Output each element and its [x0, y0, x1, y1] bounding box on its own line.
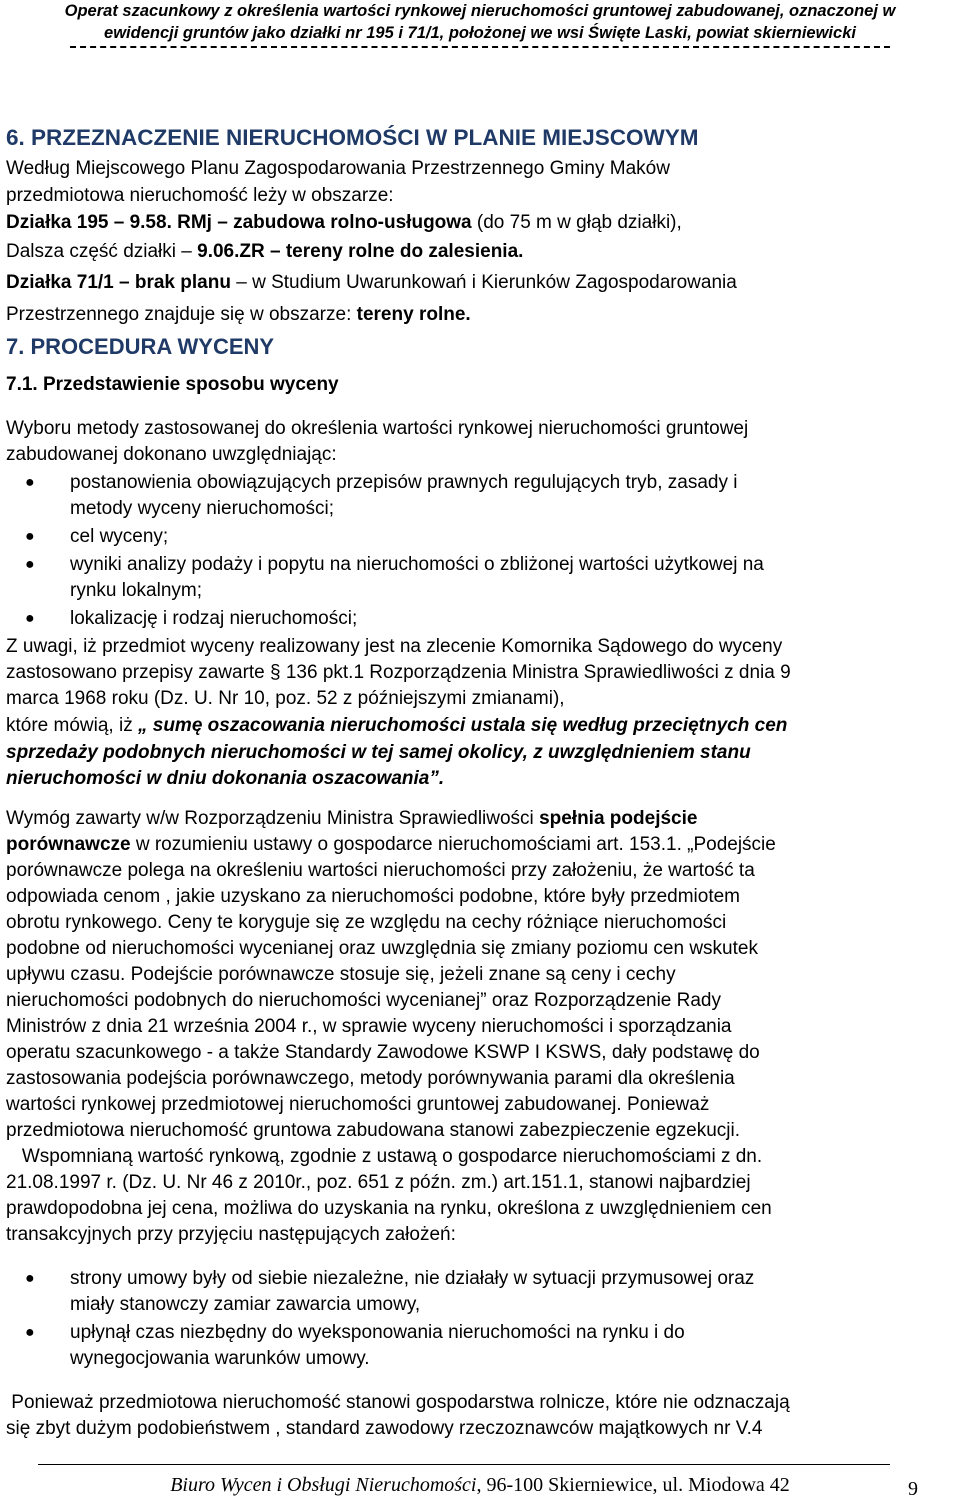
bullet-dot: ● — [25, 1270, 35, 1287]
p4-line: Wspomnianą wartość rynkową, zgodnie z ustawą o gospodarce nieruchomościami z dn. — [6, 1146, 763, 1167]
p3-line: przedmiotowa nieruchomość gruntowa zabudowana stanowi zabezpieczenie egzekucji. — [6, 1120, 741, 1141]
p5-line: się zbyt dużym podobieństwem , standard zawodowy rzeczoznawców majątkowych nr V.4 — [6, 1418, 763, 1439]
bullet2-item-2-line: upłynął czas niezbędny do wyeksponowania nieruchomości na rynku i do — [70, 1322, 685, 1343]
p3-line: odpowiada cenom , jakie uzyskano za nieruchomości podobne, które były przedmiotem — [6, 886, 741, 907]
header-divider — [70, 46, 890, 48]
p4-line: transakcyjnych przy przyjęciu następujących założeń: — [6, 1224, 456, 1245]
footer-company: Biuro Wycen i Obsługi Nieruchomości — [170, 1474, 477, 1496]
p2-line: zastosowano przepisy zawarte § 136 pkt.1 Rozporządzenia Ministra Sprawiedliwości z dnia 9 — [6, 662, 791, 683]
bullet1-item-4-line: lokalizację i rodzaj nieruchomości; — [70, 608, 358, 629]
p2-line-4-a: które mówią, iż — [6, 715, 138, 736]
p5-line: Ponieważ przedmiotowa nieruchomość stanowi gospodarstwa rolnicze, które nie odznaczają — [6, 1392, 790, 1413]
bullet1-item-3-line: wyniki analizy podaży i popytu na nieruchomości o zbliżonej wartości użytkowej na — [70, 554, 764, 575]
p3-line-1-bold: spełnia podejście — [539, 808, 698, 829]
p3-line: upływu czasu. Podejście porównawcze stosuje się, jeżeli znane są ceny i cechy — [6, 964, 676, 985]
p3-line: podobne od nieruchomości wycenianej oraz uwzględnia się zmiany poziomu cen wskutek — [6, 938, 758, 959]
bullet-dot: ● — [25, 610, 35, 627]
p1-line: Wyboru metody zastosowanej do określenia wartości rynkowej nieruchomości gruntowej — [6, 418, 749, 439]
s6-line-4-a: Dalsza część działki – — [6, 241, 198, 262]
p2-quote-line: nieruchomości w dniu dokonania oszacowania”. — [6, 768, 445, 789]
s6-line-1: Według Miejscowego Planu Zagospodarowania Przestrzennego Gminy Maków — [6, 158, 670, 179]
s6-line-6 — [6, 302, 471, 328]
footer-divider — [38, 1464, 890, 1465]
p2-line-4 — [6, 713, 787, 739]
p3-line: porównawcze polega na określeniu wartości nieruchomości przy założeniu, że wartość ta — [6, 860, 755, 881]
s6-line-5-rest: – w Studium Uwarunkowań i Kierunków Zagospodarowania — [230, 272, 737, 293]
section-7-title: 7. PROCEDURA WYCENY — [6, 334, 275, 359]
bullet1-item-1-line: metody wyceny nieruchomości; — [70, 498, 334, 519]
header-line-1: Operat szacunkowy z określenia wartości rynkowej nieruchomości gruntowej zabudowanej, oznaczonej w — [64, 2, 896, 20]
p3-line: wartości rynkowej przedmiotowej nieruchomości gruntowej zabudowanej. Ponieważ — [6, 1094, 710, 1115]
s6-line-3 — [6, 210, 682, 236]
p3-line-2 — [6, 832, 776, 858]
bullet2-item-1-line: strony umowy były od siebie niezależne, nie działały w sytuacji przymusowej oraz — [70, 1268, 755, 1289]
bullet-dot: ● — [25, 1324, 35, 1341]
section-7-1-subtitle: 7.1. Przedstawienie sposobu wyceny — [6, 374, 339, 395]
p4-line: 21.08.1997 r. (Dz. U. Nr 46 z 2010r., poz. 651 z późn. zm.) art.151.1, stanowi najbardziej — [6, 1172, 751, 1193]
bullet1-item-1-line: postanowienia obowiązujących przepisów prawnych regulujących tryb, zasady i — [70, 472, 738, 493]
p1-line: zabudowanej dokonano uwzględniając: — [6, 444, 337, 465]
p3-line: Ministrów z dnia 21 września 2004 r., w sprawie wyceny nieruchomości i sporządzania — [6, 1016, 732, 1037]
p2-line: marca 1968 roku (Dz. U. Nr 10, poz. 52 z późniejszymi zmianami), — [6, 688, 565, 709]
header-line-2: ewidencji gruntów jako działki nr 195 i 71/1, położonej we wsi Święte Laski, powiat skierniewicki — [104, 24, 856, 42]
s6-line-6-a: Przestrzennego znajduje się w obszarze: — [6, 304, 357, 325]
s6-line-5-bold: Działka 71/1 – brak planu — [6, 272, 231, 293]
p4-line: prawdopodobna jej cena, możliwa do uzyskania na rynku, określona z uwzględnieniem cen — [6, 1198, 772, 1219]
footer-address: , 96-100 Skierniewice, ul. Miodowa 42 — [476, 1474, 790, 1496]
s6-line-6-bold: tereny rolne. — [356, 304, 471, 325]
p3-line-2-rest: w rozumieniu ustawy o gospodarce nieruchomościami art. 153.1. „Podejście — [130, 834, 776, 855]
footer-text — [0, 1472, 960, 1498]
page-number: 9 — [908, 1478, 918, 1500]
s6-line-2: przedmiotowa nieruchomość leży w obszarze: — [6, 185, 394, 206]
bullet-dot: ● — [25, 474, 35, 491]
s6-line-4-bold: 9.06.ZR – tereny rolne do zalesienia. — [197, 241, 524, 262]
s6-line-3-rest: (do 75 m w głąb działki), — [471, 212, 682, 233]
p3-line-1-a: Wymóg zawarty w/w Rozporządzeniu Ministra Sprawiedliwości — [6, 808, 540, 829]
bullet-dot: ● — [25, 528, 35, 545]
p2-quote-start: „ sumę oszacowania nieruchomości ustala się według przeciętnych cen — [137, 715, 788, 736]
bullet1-item-2-line: cel wyceny; — [70, 526, 169, 547]
p3-line-1 — [6, 806, 697, 832]
bullet1-item-3-line: rynku lokalnym; — [70, 580, 202, 601]
p2-line: Z uwagi, iż przedmiot wyceny realizowany jest na zlecenie Komornika Sądowego do wyceny — [6, 636, 783, 657]
bullet-dot: ● — [25, 556, 35, 573]
p3-line-2-bold: porównawcze — [6, 834, 131, 855]
bullet2-item-2-line: wynegocjowania warunków umowy. — [70, 1348, 370, 1369]
p3-line: zastosowania podejścia porównawczego, metody porównywania parami dla określenia — [6, 1068, 735, 1089]
bullet2-item-1-line: miały stanowczy zamiar zawarcia umowy, — [70, 1294, 421, 1315]
section-6-title: 6. PRZEZNACZENIE NIERUCHOMOŚCI W PLANIE MIEJSCOWYM — [6, 125, 699, 150]
p3-line: operatu szacunkowego - a także Standardy Zawodowe KSWP I KSWS, dały podstawę do — [6, 1042, 760, 1063]
s6-line-4 — [6, 239, 523, 265]
s6-line-5 — [6, 270, 737, 296]
p3-line: nieruchomości podobnych do nieruchomości wycenianej” oraz Rozporządzenie Rady — [6, 990, 721, 1011]
s6-line-3-bold: Działka 195 – 9.58. RMj – zabudowa rolno-usługowa — [6, 212, 472, 233]
p3-line: obrotu rynkowego. Ceny te koryguje się ze względu na cechy różniące nieruchomości — [6, 912, 727, 933]
p2-quote-line: sprzedaży podobnych nieruchomości w tej samej okolicy, z uwzględnieniem stanu — [6, 742, 751, 763]
